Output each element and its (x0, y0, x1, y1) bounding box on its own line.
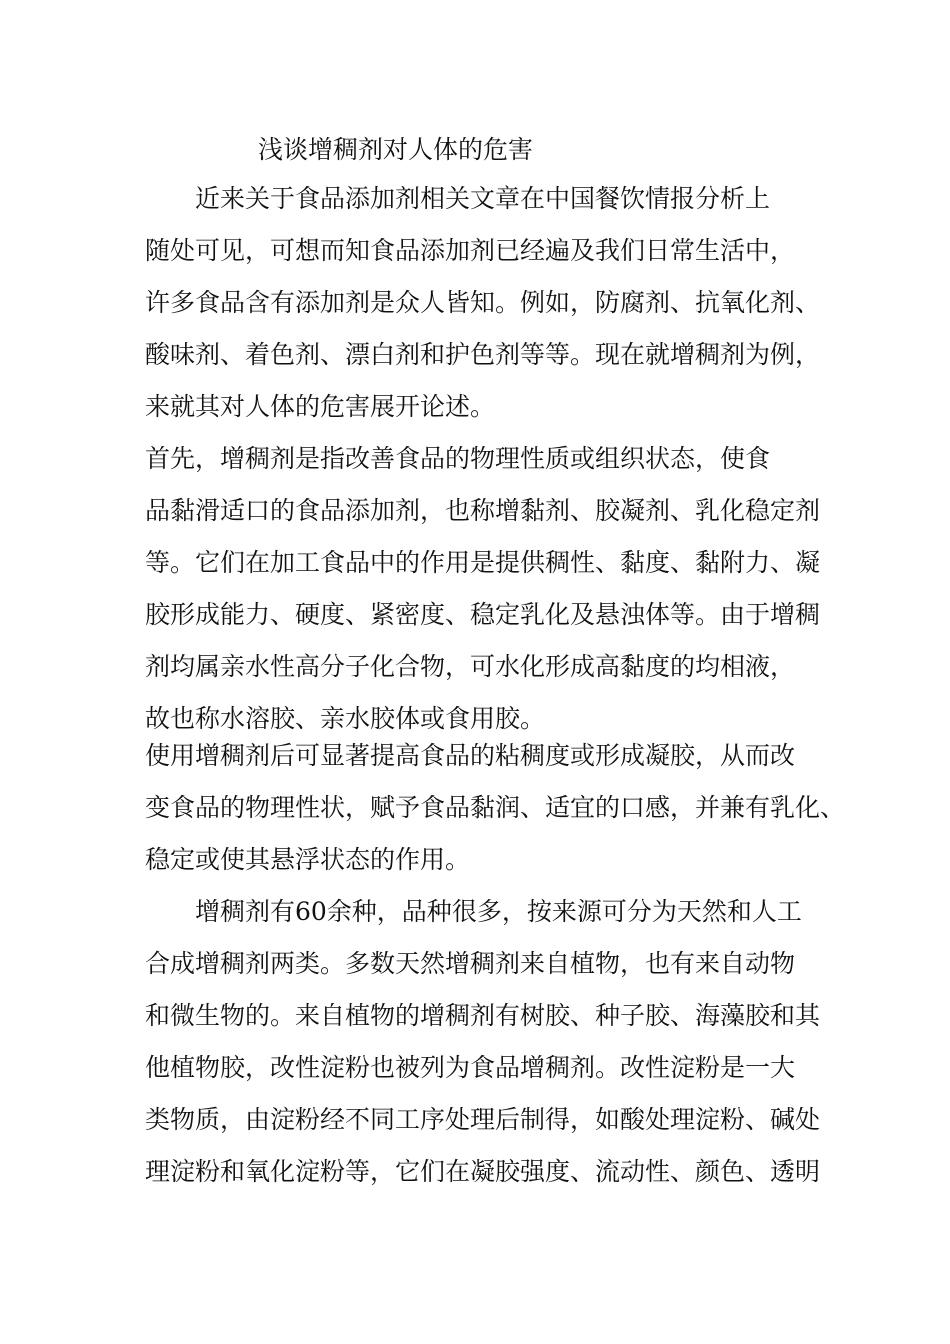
paragraph-usage (145, 730, 846, 886)
document-title: 浅谈增稠剂对人体的危害 (258, 135, 534, 164)
paragraph-line: 稳定或使其悬浮状态的作用。 (145, 845, 471, 874)
paragraph-line: 酸味剂、着色剂、漂白剂和护色剂等等。现在就增稠剂为例， (145, 340, 821, 369)
paragraph-line: 来就其对人体的危害展开论述。 (145, 392, 496, 421)
paragraph-line: 剂均属亲水性高分子化合物，可水化形成高黏度的均相液， (145, 652, 796, 681)
paragraph-line: 故也称水溶胶、亲水胶体或食用胶。 (145, 704, 546, 733)
paragraph-line: 许多食品含有添加剂是众人皆知。例如，防腐剂、抗氧化剂、 (145, 288, 821, 317)
paragraph-line: 首先，增稠剂是指改善食品的物理性质或组织状态，使食 (145, 444, 771, 473)
paragraph-line: 使用增稠剂后可显著提高食品的粘稠度或形成凝胶，从而改 (145, 741, 796, 770)
paragraph-line: 他植物胶，改性淀粉也被列为食品增稠剂。改性淀粉是一大 (145, 1053, 796, 1082)
paragraph-line: 和微生物的。来自植物的增稠剂有树胶、种子胶、海藻胶和其 (145, 1001, 821, 1030)
paragraph-line: 合成增稠剂两类。多数天然增稠剂来自植物，也有来自动物 (145, 949, 796, 978)
paragraph-line: 变食品的物理性状，赋予食品黏润、适宜的口感，并兼有乳化、 (145, 793, 846, 822)
paragraph-line: 增稠剂有60余种，品种很多，按来源可分为天然和人工 (145, 897, 802, 926)
paragraph-line: 品黏滑适口的食品添加剂，也称增黏剂、胶凝剂、乳化稳定剂 (145, 496, 821, 525)
paragraph-line: 理淀粉和氧化淀粉等，它们在凝胶强度、流动性、颜色、透明 (145, 1157, 821, 1186)
paragraph-line: 随处可见，可想而知食品添加剂已经遍及我们日常生活中， (145, 236, 796, 265)
paragraph-line: 胶形成能力、硬度、紧密度、稳定乳化及悬浊体等。由于增稠 (145, 600, 821, 629)
paragraph-types (145, 886, 825, 1198)
paragraph-line: 类物质，由淀粉经不同工序处理后制得，如酸处理淀粉、碱处 (145, 1105, 821, 1134)
paragraph-line: 近来关于食品添加剂相关文章在中国餐饮情报分析上 (145, 184, 771, 213)
paragraph-line: 等。它们在加工食品中的作用是提供稠性、黏度、黏附力、凝 (145, 548, 821, 577)
paragraph-definition (145, 433, 825, 745)
paragraph-intro (145, 173, 825, 433)
